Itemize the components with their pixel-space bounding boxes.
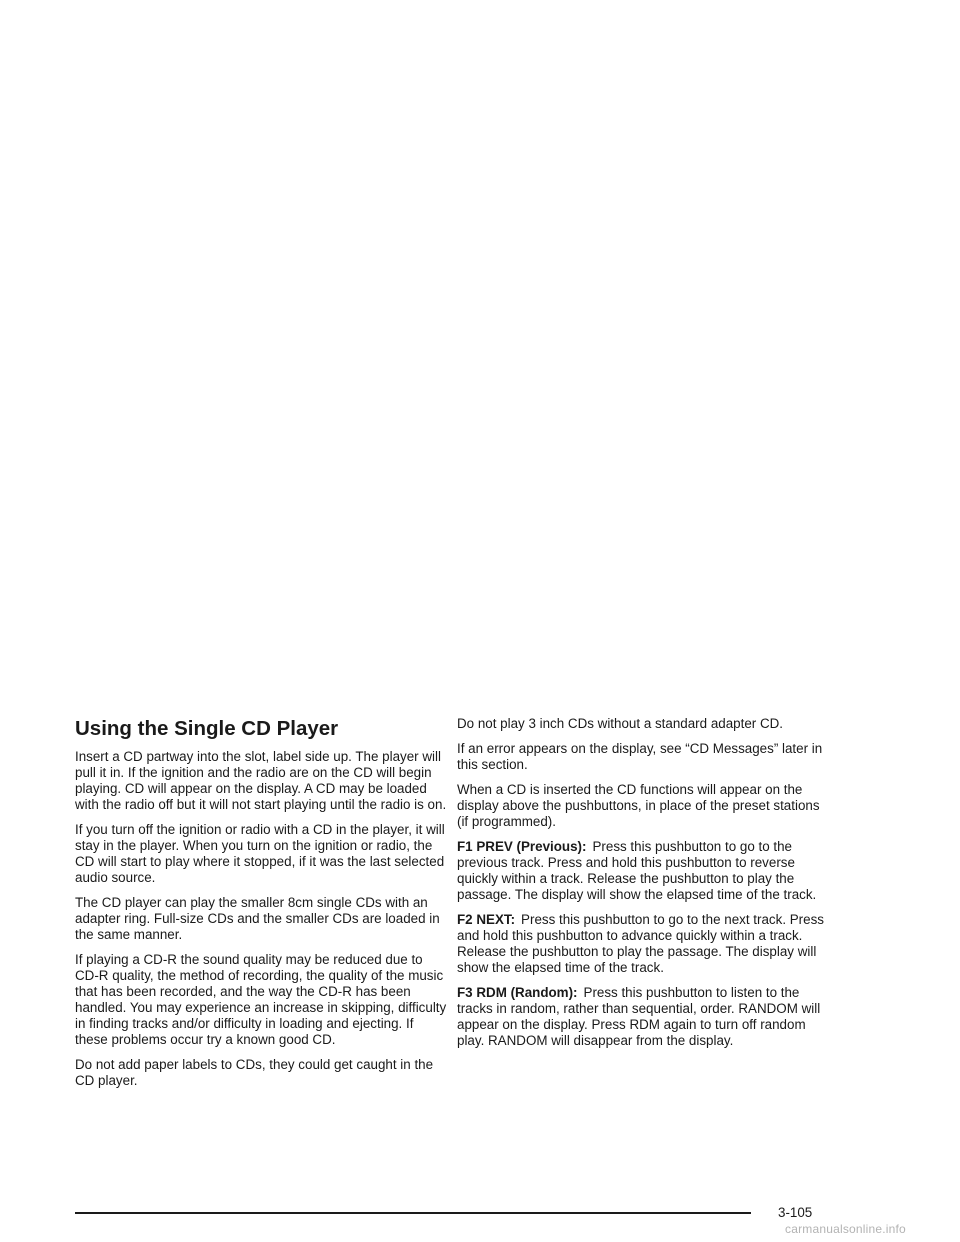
right-column bbox=[457, 716, 827, 1058]
paragraph-error-display: If an error appears on the display, see “CD Messages” later in this section. bbox=[457, 741, 823, 772]
paragraph-f1-prev bbox=[457, 839, 827, 903]
paragraph-8cm-cds: The CD player can play the smaller 8cm single CDs with an adapter ring. Full-size CDs and the smaller CDs are loaded in the same manner. bbox=[75, 895, 440, 942]
paragraph-f3-random bbox=[457, 985, 827, 1049]
page-number: 3-105 bbox=[778, 1205, 813, 1220]
paragraph-ignition-off: If you turn off the ignition or radio with a CD in the player, it will stay in the player. When you turn on the ignition or radio, the CD will start to play where it stopped, if it was the last selected audio source. bbox=[75, 822, 445, 885]
text-f1-prev: Press this pushbutton to go to the previous track. Press and hold this pushbutton to reverse quickly within a track. Release the pushbutton to play the passage. The display will show the elapsed time of the track. bbox=[457, 839, 817, 902]
paragraph-f2-next bbox=[457, 912, 827, 976]
left-column bbox=[75, 716, 447, 1098]
paragraph-3inch-cds: Do not play 3 inch CDs without a standard adapter CD. bbox=[457, 716, 784, 731]
footer-rule bbox=[75, 1212, 751, 1214]
paragraph-cd-r-quality: If playing a CD-R the sound quality may be reduced due to CD-R quality, the method of recording, the quality of the music that has been recorded, and the way the CD-R has been handled. You may experience an increase in skipping, difficulty in finding tracks and/or difficulty in loading and ejecting. If these problems occur try a known good CD. bbox=[75, 952, 447, 1047]
paragraph-insert-cd: Insert a CD partway into the slot, label side up. The player will pull it in. If the ignition and the radio are on the CD will begin playing. CD will appear on the display. A CD may be loaded with the radio off but it will not start playing until the radio is on. bbox=[75, 749, 447, 812]
paragraph-paper-labels: Do not add paper labels to CDs, they could get caught in the CD player. bbox=[75, 1057, 434, 1088]
text-f2-next: Press this pushbutton to go to the next track. Press and hold this pushbutton to advance quickly within a track. Release the pushbutton to play the passage. The display will show the elapsed time of the track. bbox=[457, 912, 824, 975]
text-f3-random: Press this pushbutton to listen to the tracks in random, rather than sequential, order. RANDOM will appear on the display. Press RDM again to turn off random play. RANDOM will disappear from the display. bbox=[457, 985, 821, 1048]
paragraph-cd-functions: When a CD is inserted the CD functions will appear on the display above the pushbuttons, in place of the preset stations (if programmed). bbox=[457, 782, 820, 829]
term-f1-prev: F1 PREV (Previous): bbox=[457, 839, 587, 854]
watermark-text: carmanualsonline.info bbox=[785, 1222, 906, 1236]
term-f3-random: F3 RDM (Random): bbox=[457, 985, 578, 1000]
term-f2-next: F2 NEXT: bbox=[457, 912, 516, 927]
section-title: Using the Single CD Player bbox=[75, 717, 339, 740]
